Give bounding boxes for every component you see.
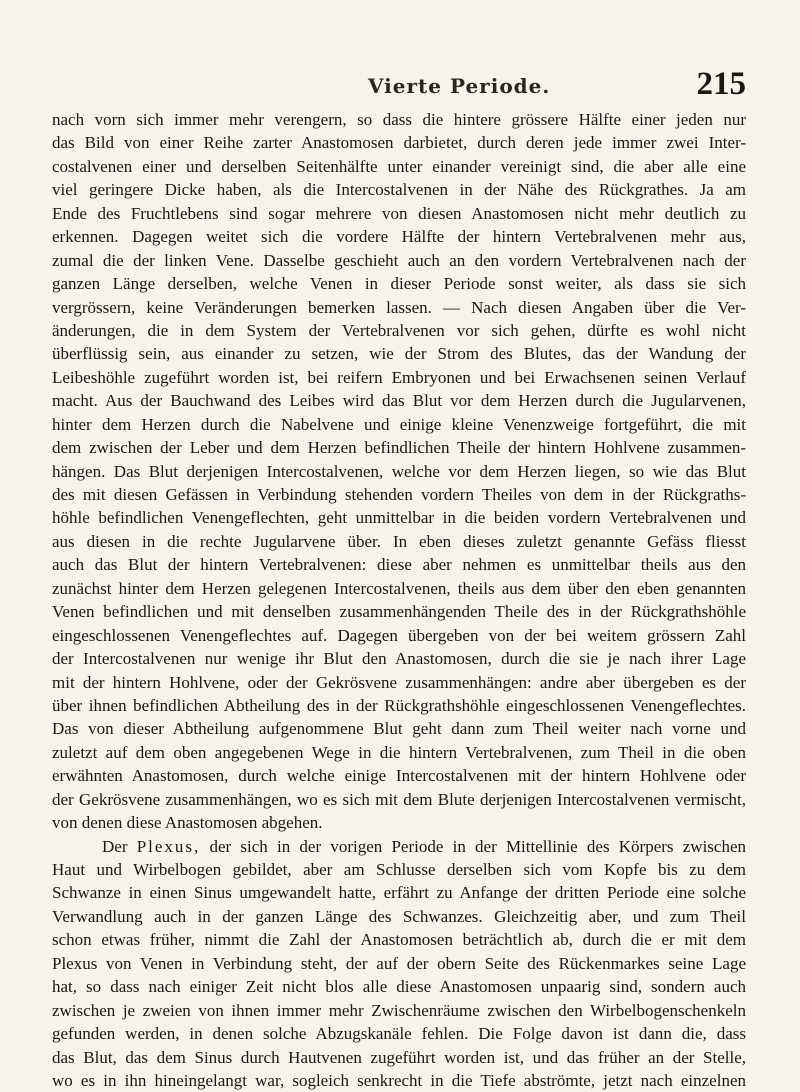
text-line: änderungen, die in dem System der Vertebralvenen vor sich gehen, dürfte es wohl nicht (52, 320, 746, 340)
paragraph-2-first-line (52, 835, 746, 858)
text-line: Ende des Fruchtlebens sind sogar mehrere von diesen Anastomosen nicht mehr deutlich zu (52, 203, 746, 223)
text-line: hängen. Das Blut derjenigen Intercostalvenen, welche vor dem Herzen liegen, so wie das Blut (52, 461, 746, 481)
text-line: Haut und Wirbelbogen gebildet, aber am Schlusse derselben sich vom Kopfe bis zu dem (52, 860, 746, 879)
spaced-word-plexus: Plexus, (136, 836, 201, 856)
text-line: schon etwas früher, nimmt die Zahl der Anastomosen beträchtlich ab, durch die er mit dem (52, 930, 746, 950)
text-line: aus diesen in die rechte Jugularvene über. In eben dieses zuletzt genannte Gefäss fliesst (52, 531, 746, 551)
page-number: 215 (696, 66, 746, 102)
paragraph-1 (52, 108, 746, 835)
text-line: costalvenen einer und derselben Seitenhälfte unter einander vereinigt sind, die aber alle eine (52, 156, 746, 176)
text-line: eingeschlossenen Venengeflechtes auf. Dagegen übergeben von der bei weitem grössern Zahl (52, 625, 746, 645)
text-line: des mit diesen Gefässen in Verbindung stehenden vordern Theiles von dem in der Rückgraths- (52, 485, 746, 504)
text-line: macht. Aus der Bauchwand des Leibes wird das Blut vor dem Herzen durch die Jugularvenen, (52, 391, 746, 411)
text-line: zuletzt auf dem oben angegebenen Wege in die hintern Vertebralvenen, zum Theil in die oben (52, 742, 746, 762)
text-line: hat, so dass nach einiger Zeit nicht blos alle diese Anastomosen unpaarig sind, sondern auch (52, 977, 746, 997)
text-line: Plexus von Venen in Verbindung steht, der auf der obern Seite des Rückenmarkes seine Lage (52, 953, 746, 973)
paragraph-2 (52, 835, 746, 1092)
text-line: über ihnen befindlichen Abtheilung des in der Rückgrathshöhle eingeschlossenen Venengeflechtes. (52, 695, 746, 715)
text-line: Schwanze in einen Sinus umgewandelt hatte, erfährt zu Anfange der dritten Periode eine solche (52, 883, 746, 903)
text-line: zumal die der linken Vene. Dasselbe geschieht auch an den vordern Vertebralvenen nach der (52, 250, 746, 270)
text-line: hinter dem Herzen durch die Nabelvene und einige kleine Venenzweige fortgeführt, die mit (52, 414, 746, 434)
first-line-rest: der sich in der vorigen Periode in der Mittellinie des Körpers zwischen (200, 836, 746, 856)
text-line: Leibeshöhle zugeführt worden ist, bei reifern Embryonen und bei Erwachsenen seinen Verlauf (52, 367, 746, 387)
text-line: viel geringere Dicke haben, als die Intercostalvenen in der Nähe des Rückgrathes. Ja am (52, 180, 746, 200)
text-line: überflüssig sein, aus einander zu setzen, wie der Strom des Blutes, das der Wandung der (52, 344, 746, 364)
text-line: ganzen Länge derselben, welche Venen in dieser Periode sonst weiter, als dass sie sich (52, 274, 746, 294)
text-line: Verwandlung auch in der ganzen Länge des Schwanzes. Gleichzeitig aber, und zum Theil (52, 906, 746, 926)
text-line: wo es in ihn hineingelangt war, sogleich senkrecht in die Tiefe abströmte, jetzt nach einzelnen (52, 1070, 746, 1090)
text-line: der Intercostalvenen nur wenige ihr Blut den Anastomosen, durch die sie je nach ihrer Lage (52, 649, 746, 669)
text-line: das Bild von einer Reihe zarter Anastomosen darbietet, durch deren jede immer zwei Inter- (52, 133, 746, 153)
text-line: dem zwischen der Leber und dem Herzen befindlichen Theile der hintern Hohlvene zusammen- (52, 438, 746, 458)
text-line: erwähnten Anastomosen, durch welche einige Intercostalvenen mit der hintern Hohlvene oder (52, 766, 746, 786)
text-line: zwischen je zweien von ihnen immer mehr Zwischenräume zwischen den Wirbelbogenschenkeln (52, 1000, 746, 1020)
text-line: das Blut, das dem Sinus durch Hautvenen zugeführt worden ist, und das früher an der Stelle, (52, 1047, 746, 1067)
first-line-prefix: Der (102, 836, 137, 856)
body-text (52, 108, 746, 1092)
text-line: höhle befindlichen Venengeflechten, geht unmittelbar in die beiden vordern Vertebralvenen und (52, 508, 746, 528)
text-line: erkennen. Dagegen weitet sich die vordere Hälfte der hintern Vertebralvenen mehr aus, (52, 227, 746, 247)
text-line: nach vorn sich immer mehr verengern, so dass die hintere grössere Hälfte einer jeden nur (52, 110, 746, 129)
text-line: Das von dieser Abtheilung aufgenommene Blut geht dann zum Theil weiter nach vorne und (52, 719, 746, 739)
text-line: zunächst hinter dem Herzen gelegenen Intercostalvenen, theils aus dem über den eben genannten (52, 578, 746, 598)
text-line: auch das Blut der hintern Vertebralvenen: diese aber nehmen es unmittelbar theils aus den (52, 555, 746, 575)
text-line: von denen diese Anastomosen abgehen. (52, 813, 323, 833)
text-line: mit der hintern Hohlvene, oder der Gekrösvene zusammenhängen: andre aber übergeben es der (52, 672, 746, 692)
text-line: der Gekrösvene zusammenhängen, wo es sich mit dem Blute derjenigen Intercostalvenen vermischt, (52, 789, 746, 809)
running-title: Vierte Periode. (368, 74, 551, 98)
running-head (52, 64, 746, 104)
text-line: gefunden werden, in denen solche Abzugskanäle fehlen. Die Folge davon ist dann die, dass (52, 1024, 746, 1044)
text-line: vergrössern, keine Veränderungen bemerken lassen. — Nach diesen Angaben über die Ver- (52, 297, 746, 317)
text-line: Venen befindlichen und mit denselben zusammenhängenden Theile des in der Rückgrathshöhle (52, 602, 746, 622)
